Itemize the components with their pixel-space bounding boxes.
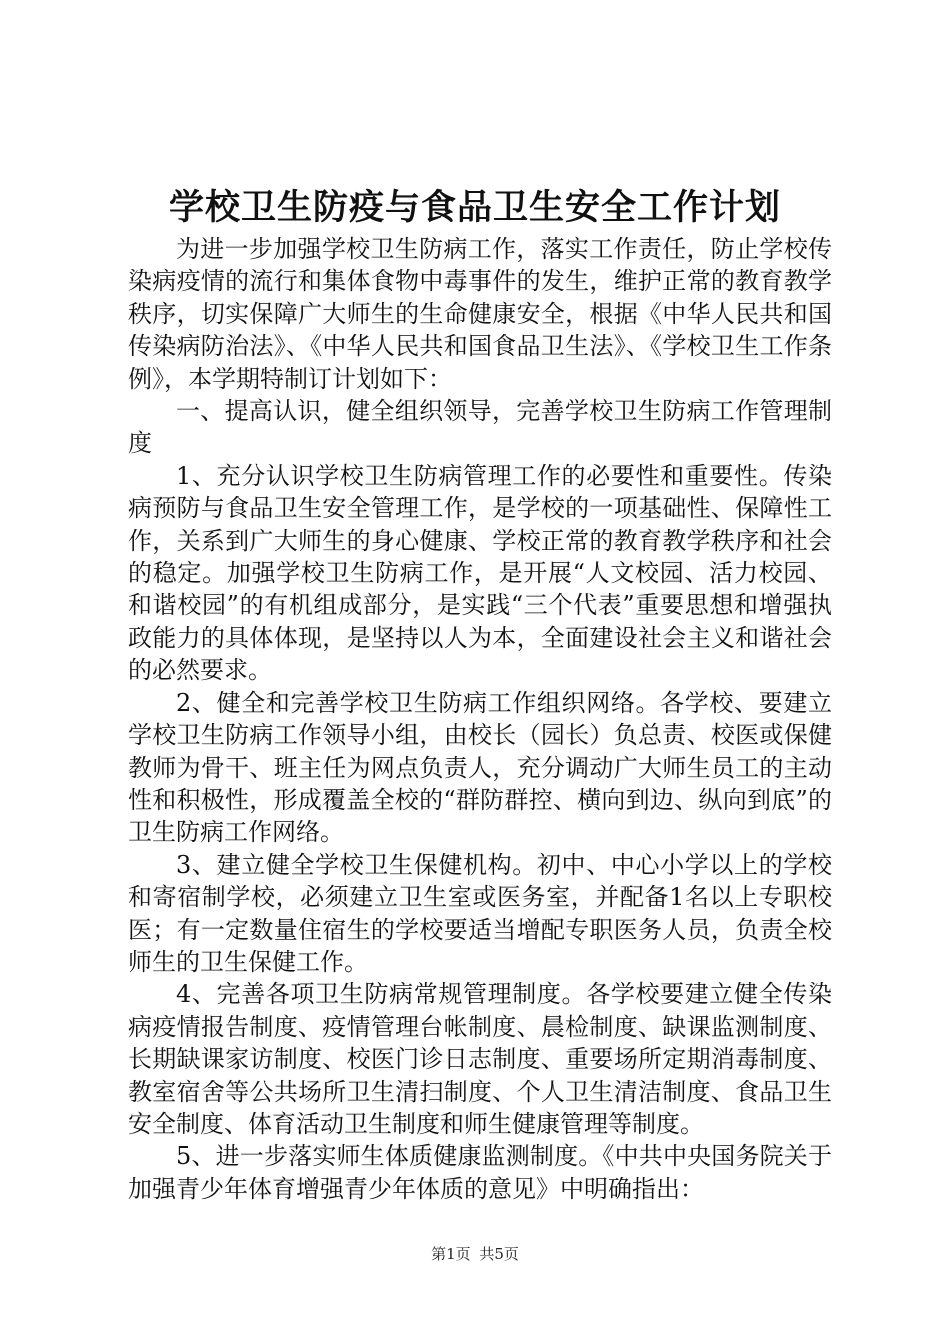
page-number: 第1页 (431, 1245, 471, 1263)
paragraph-item-3: 3、建立健全学校卫生保健机构。初中、中心小学以上的学校和寄宿制学校，必须建立卫生室或医务室，并配备1名以上专职校医；有一定数量住宿生的学校要适当增配专职医务人员，负责全校师生的卫生保健工作。 (128, 850, 832, 976)
document-title: 学校卫生防疫与食品卫生安全工作计划 (168, 188, 781, 228)
paragraph-item-5: 5、进一步落实师生体质健康监测制度。《中共中央国务院关于加强青少年体育增强青少年体质的意见》中明确指出： (128, 1142, 832, 1203)
paragraph-item-4: 4、完善各项卫生防病常规管理制度。各学校要建立健全传染病疫情报告制度、疫情管理台帐制度、晨检制度、缺课监测制度、长期缺课家访制度、校医门诊日志制度、重要场所定期消毒制度、教室宿舍等公共场所卫生清扫制度、个人卫生清洁制度、食品卫生安全制度、体育活动卫生制度和师生健康管理等制度。 (128, 980, 832, 1138)
page-total: 共5页 (479, 1245, 519, 1263)
document-body (128, 233, 832, 1205)
section-heading-1: 一、提高认识，健全组织领导，完善学校卫生防病工作管理制度 (128, 397, 832, 458)
paragraph-intro: 为进一步加强学校卫生防病工作，落实工作责任，防止学校传染病疫情的流行和集体食物中毒事件的发生，维护正常的教育教学秩序，切实保障广大师生的生命健康安全，根据《中华人民共和国传染病防治法》、《中华人民共和国食品卫生法》、《学校卫生工作条例》，本学期特制订计划如下： (128, 235, 832, 393)
paragraph-item-1: 1、充分认识学校卫生防病管理工作的必要性和重要性。传染病预防与食品卫生安全管理工作，是学校的一项基础性、保障性工作，关系到广大师生的身心健康、学校正常的教育教学秩序和社会的稳定。加强学校卫生防病工作，是开展“人文校园、活力校园、和谐校园”的有机组成部分，是实践“三个代表”重要思想和增强执政能力的具体体现，是坚持以人为本，全面建设社会主义和谐社会的必然要求。 (128, 461, 832, 685)
page-footer (0, 1244, 950, 1264)
paragraph-item-2: 2、健全和完善学校卫生防病工作组织网络。各学校、要建立学校卫生防病工作领导小组，由校长（园长）负总责、校医或保健教师为骨干、班主任为网点负责人，充分调动广大师生员工的主动性和积极性，形成覆盖全校的“群防群控、横向到边、纵向到底”的卫生防病工作网络。 (128, 688, 832, 847)
